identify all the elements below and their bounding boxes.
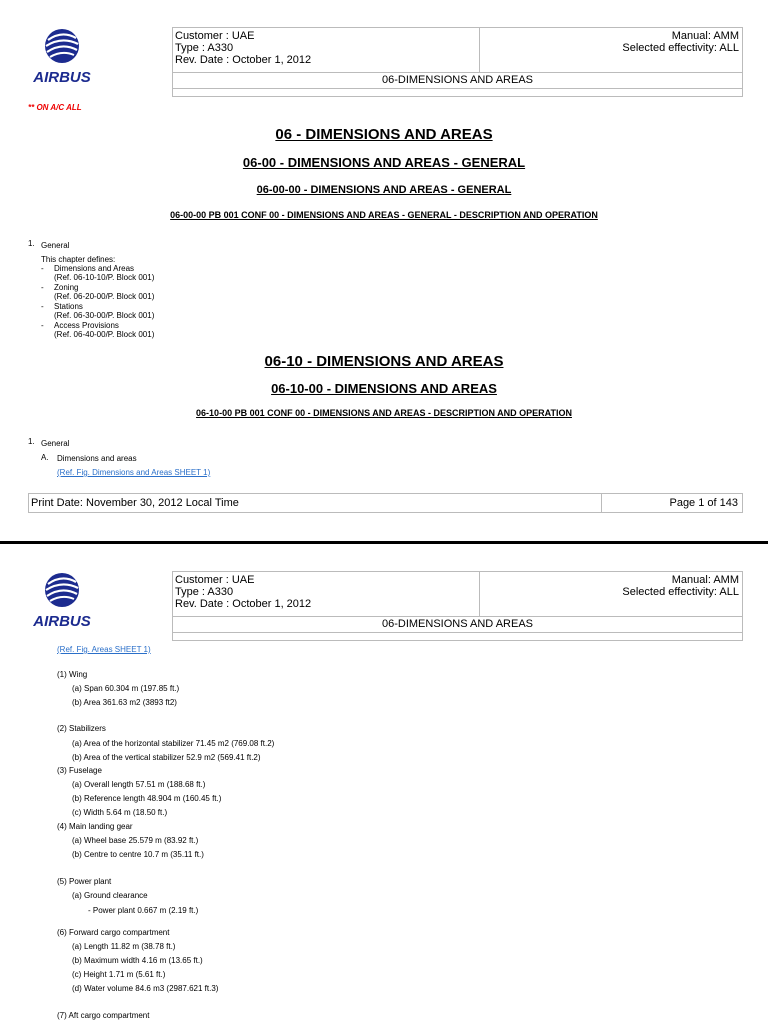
manual-text: Manual: AMM [671, 574, 739, 586]
list-item-ref: (Ref. 06-10-10/P. Block 001) [54, 273, 155, 282]
heading-06-00-00: 06-00-00 - DIMENSIONS AND AREAS - GENERAL [256, 184, 512, 196]
heading-06: 06 - DIMENSIONS AND AREAS [275, 126, 493, 143]
list-item-ref: (Ref. 06-20-00/P. Block 001) [54, 292, 155, 301]
chapter-header: 06-DIMENSIONS AND AREAS [173, 72, 742, 98]
header-right-cell [622, 574, 739, 598]
list-item: (5) Power plant [57, 877, 112, 886]
document-page-2 [0, 544, 768, 1024]
manual-text: Manual: AMM [671, 30, 739, 42]
type-text: Type : A330 [175, 586, 234, 598]
svg-text:AIRBUS: AIRBUS [33, 613, 91, 630]
list-item: (d) Water volume 84.6 m3 (2987.621 ft.3) [72, 984, 219, 993]
type-text: Type : A330 [175, 42, 234, 54]
list-item: (b) Area 361.63 m2 (3893 ft2) [72, 698, 177, 707]
svg-text:AIRBUS: AIRBUS [33, 69, 91, 86]
list-item-label: Dimensions and Areas [54, 264, 135, 273]
list-item-ref: (Ref. 06-40-00/P. Block 001) [54, 330, 155, 339]
heading-pb001-general: 06-00-00 PB 001 CONF 00 - DIMENSIONS AND AREAS - GENERAL - DESCRIPTION AND OPERATION [170, 210, 598, 220]
subsection-title: Dimensions and areas [57, 454, 137, 463]
list-item: (a) Overall length 57.51 m (188.68 ft.) [72, 780, 206, 789]
list-item: (c) Width 5.64 m (18.50 ft.) [72, 808, 168, 817]
list-item: (7) Aft cargo compartment [57, 1011, 150, 1020]
list-item: (a) Ground clearance [72, 891, 148, 900]
heading-06-10: 06-10 - DIMENSIONS AND AREAS [264, 353, 504, 370]
header-box [172, 27, 743, 97]
list-item: - [41, 302, 44, 311]
list-item: (b) Reference length 48.904 m (160.45 ft.) [72, 794, 222, 803]
airbus-logo-icon [26, 568, 98, 630]
list-item: (b) Area of the vertical stabilizer 52.9 m2 (569.41 ft.2) [72, 753, 261, 762]
list-item: (6) Forward cargo compartment [57, 928, 170, 937]
page-number: Page 1 of 143 [669, 497, 738, 509]
header-left-cell [173, 28, 480, 72]
section-title: General [41, 241, 70, 250]
list-item: (a) Area of the horizontal stabilizer 71.45 m2 (769.08 ft.2) [72, 739, 275, 748]
header-right-cell [622, 30, 739, 54]
list-item: (3) Fuselage [57, 766, 102, 775]
section-number: 1. [28, 437, 35, 446]
list-item-label: Stations [54, 302, 83, 311]
list-item: - Power plant 0.667 m (2.19 ft.) [88, 906, 199, 915]
footer-divider [601, 494, 602, 512]
list-item-label: Access Provisions [54, 321, 119, 330]
heading-06-00: 06-00 - DIMENSIONS AND AREAS - GENERAL [242, 155, 526, 170]
heading-06-10-00: 06-10-00 - DIMENSIONS AND AREAS [271, 381, 497, 396]
list-item: (4) Main landing gear [57, 822, 133, 831]
heading-pb001-dimensions: 06-10-00 PB 001 CONF 00 - DIMENSIONS AND AREAS - DESCRIPTION AND OPERATION [196, 408, 572, 418]
page-footer [28, 493, 743, 513]
customer-text: Customer : UAE [175, 30, 255, 42]
list-item-ref: (Ref. 06-30-00/P. Block 001) [54, 311, 155, 320]
list-item: - [41, 321, 44, 330]
list-item: (1) Wing [57, 670, 88, 679]
section-title: General [41, 439, 70, 448]
ref-link-dimensions[interactable]: (Ref. Fig. Dimensions and Areas SHEET 1) [57, 468, 211, 477]
print-date: Print Date: November 30, 2012 Local Time [31, 497, 239, 509]
list-item: (b) Centre to centre 10.7 m (35.11 ft.) [72, 850, 204, 859]
rev-date-text: Rev. Date : October 1, 2012 [175, 54, 312, 66]
list-item: (2) Stabilizers [57, 724, 106, 733]
list-item: - [41, 283, 44, 292]
customer-text: Customer : UAE [175, 574, 255, 586]
applicability-note: ** ON A/C ALL [28, 103, 82, 112]
airbus-logo-icon [26, 24, 98, 86]
rev-date-text: Rev. Date : October 1, 2012 [175, 598, 312, 610]
list-item-label: Zoning [54, 283, 79, 292]
header-left-cell [173, 572, 480, 616]
list-item: (b) Maximum width 4.16 m (13.65 ft.) [72, 956, 203, 965]
effectivity-text: Selected effectivity: ALL [622, 586, 739, 598]
effectivity-text: Selected effectivity: ALL [622, 42, 739, 54]
list-item: (a) Wheel base 25.579 m (83.92 ft.) [72, 836, 199, 845]
defines-text: This chapter defines: [41, 255, 116, 264]
ref-link-areas[interactable]: (Ref. Fig. Areas SHEET 1) [57, 645, 151, 654]
list-item: (a) Length 11.82 m (38.78 ft.) [72, 942, 176, 951]
section-number: 1. [28, 239, 35, 248]
header-box [172, 571, 743, 641]
list-item: (c) Height 1.71 m (5.61 ft.) [72, 970, 166, 979]
list-item: (a) Span 60.304 m (197.85 ft.) [72, 684, 180, 693]
subsection-letter: A. [41, 453, 49, 462]
chapter-header: 06-DIMENSIONS AND AREAS [173, 616, 742, 642]
list-item: - [41, 264, 44, 273]
